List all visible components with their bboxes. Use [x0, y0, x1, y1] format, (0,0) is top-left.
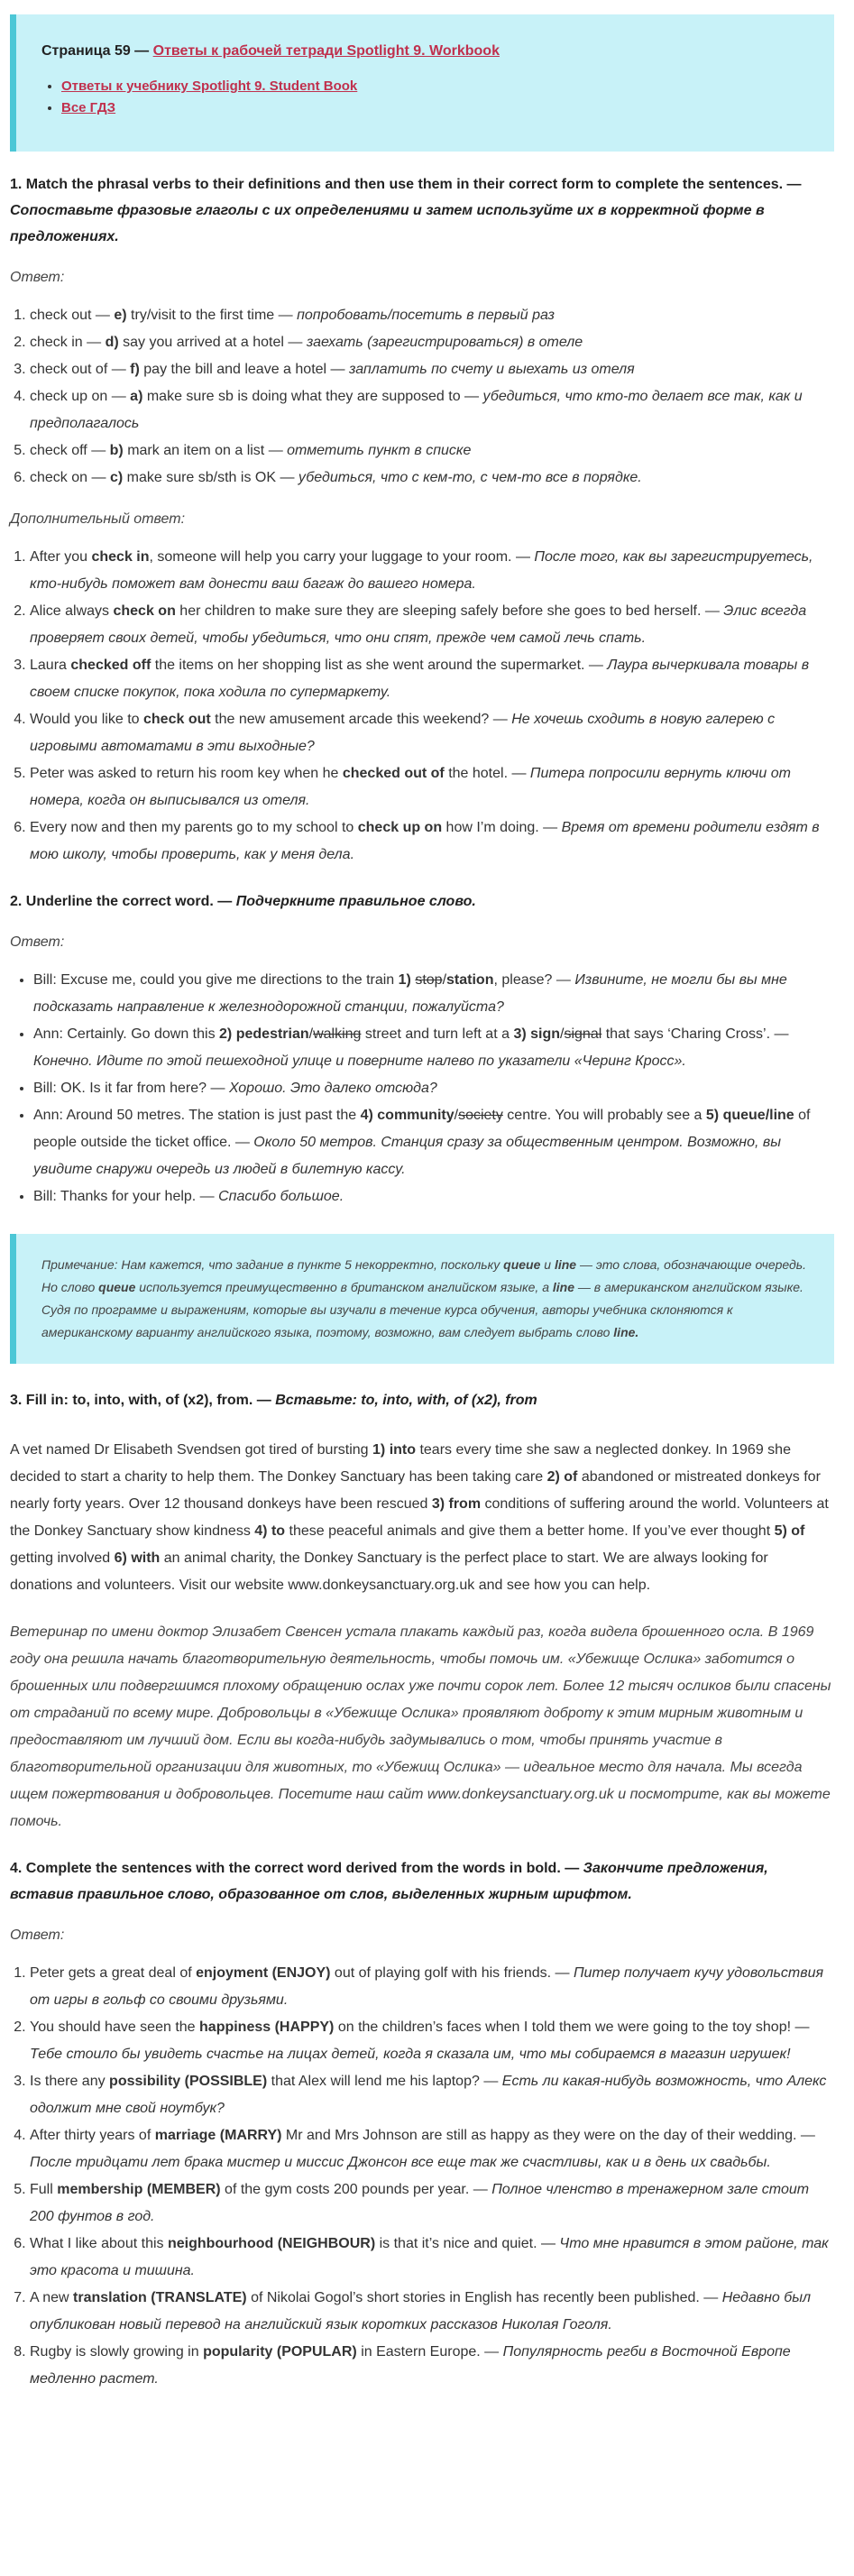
task3-title-ru: Вставьте: to, into, with, of (x2), from: [275, 1393, 537, 1408]
navigation-box: [10, 14, 834, 152]
text: Ann: Around 50 metres. The station is just past the: [33, 1108, 361, 1123]
task4-title: [10, 1855, 834, 1908]
text: on the children’s faces when I told them we were going to the toy shop! —: [334, 2019, 810, 2035]
wrong-option: stop: [415, 972, 443, 988]
wrong-option: society: [458, 1108, 503, 1123]
letter: e): [114, 308, 127, 323]
translation: попробовать/посетить в первый раз: [297, 308, 555, 323]
translation: Полное членство в тренажерном зале стоит 200 фунтов в год.: [30, 2182, 810, 2224]
text: — в американском английском языке. Судя по программе и выражениям, которые вы изучали в течение курса обучения, авторы учебника склоняются к американскому варианту английского языка, поэтому, возможно, вам следует выбрать слово: [41, 1280, 803, 1339]
definition: say you arrived at a hotel —: [118, 335, 307, 350]
text: и: [540, 1257, 555, 1272]
task4-title-ru: Закончите предложения, вставив правильное слово, образованное от слов, выделенных жирным шрифтом.: [10, 1861, 768, 1902]
translation: отметить пункт в списке: [287, 443, 472, 458]
translation: Не хочешь сходить в новую галерею с игровыми автоматами в эти выходные?: [30, 712, 776, 754]
term: queue: [98, 1280, 136, 1294]
gap-number: 3): [513, 1026, 527, 1042]
text: Rugby is slowly growing in: [30, 2344, 204, 2360]
text: Bill: OK. Is it far from here? —: [33, 1081, 229, 1096]
gap-number: 5): [705, 1108, 720, 1123]
translation: Лаура вычеркивала товары в своем списке покупок, пока ходила по супермаркету.: [30, 658, 810, 700]
answer-word: marriage (MARRY): [154, 2128, 282, 2143]
text: What I like about this: [30, 2236, 168, 2251]
text: After you: [30, 549, 92, 565]
list-item: [30, 760, 834, 814]
answer-word: checked off: [70, 658, 152, 673]
text: these peaceful animals and give them a better home. If you’ve ever thought: [285, 1523, 775, 1539]
task2-title-ru: Подчеркните правильное слово.: [235, 894, 476, 909]
verb: check out of —: [30, 362, 131, 377]
definition: make sure sb/sth is OK —: [123, 470, 298, 485]
note-box: [10, 1234, 834, 1364]
text: Peter was asked to return his room key when he: [30, 766, 343, 781]
task1-answers: [10, 302, 834, 492]
gap-number: 2): [219, 1026, 233, 1042]
letter: f): [130, 362, 140, 377]
text: After thirty years of: [30, 2128, 155, 2143]
task3-text: [10, 1437, 834, 1599]
text: of people outside the ticket office. —: [33, 1108, 811, 1150]
text: of the gym costs 200 pounds per year. —: [220, 2182, 492, 2197]
answer-word: check up on: [357, 820, 443, 835]
dialogue: [10, 967, 834, 1210]
list-item: [30, 2285, 834, 2339]
term: queue: [503, 1257, 541, 1272]
list-item: [30, 302, 834, 329]
text: Would you like to: [30, 712, 143, 727]
list-item: [30, 598, 834, 652]
list-item: [30, 356, 834, 383]
list-item: [30, 2231, 834, 2285]
definition: try/visit to the first time —: [126, 308, 298, 323]
answer-word: 2) of: [546, 1469, 578, 1485]
text: Alice always: [30, 603, 114, 619]
translation: Извините, не могли бы вы мне подсказать направление к железнодорожной станции, пожалуйста?: [33, 972, 787, 1015]
letter: d): [105, 335, 119, 350]
task1-title-en: 1. Match the phrasal verbs to their definitions and then use them in their correct form to complete the sentences. —: [10, 177, 802, 192]
dialogue-line: • Ann: Around 50 metres. The station is just past the 4) community/society centre. You will probably see a 5) queue/line of people outside the ticket office. — Около 50 метров. Станция сразу за общественным центром. Возможно, вы увидите снаружи очередь из людей в билетную кассу.: [33, 1102, 834, 1183]
answer-word: enjoyment (ENJOY): [196, 1965, 331, 1981]
text: Примечание: Нам кажется, что задание в пункте 5 некорректно, поскольку: [41, 1257, 504, 1272]
text: Bill: Excuse me, could you give me directions to the train: [33, 972, 399, 988]
answer-word: 5) of: [774, 1523, 805, 1539]
text: the new amusement arcade this weekend? —: [210, 712, 512, 727]
letter: b): [109, 443, 124, 458]
translation: заплатить по счету и выехать из отеля: [348, 362, 635, 377]
text: You should have seen the: [30, 2019, 200, 2035]
answer-label: Ответ:: [10, 934, 65, 950]
text: A new: [30, 2290, 74, 2305]
translation: Популярность регби в Восточной Европе медленно растет.: [30, 2344, 791, 2387]
wrong-option: walking: [313, 1026, 362, 1042]
text: an animal charity, the Donkey Sanctuary is the perfect place to start. We are always looking for donations and volunteers. Visit our website www.donkeysanctuary.org.uk and see how you can help.: [10, 1550, 768, 1593]
task3-translation: Ветеринар по имени доктор Элизабет Свенсен устала плакать каждый раз, когда видела брошенного осла. В 1969 году она решила начать благотворительную деятельность, чтобы помочь им. «Убежище Ослика» заботится о брошенных или подвергшимся плохому обращению ослах уже почти сорок лет. Более 12 тысяч осликов были спасены от страданий по всему мире. Добровольцы в «Убежище Ослика» проявляют доброту к этим мирным животным и предоставляют им лучший дом. Если вы когда-нибудь задумывались о том, чтобы принять участие в благотворительной организации для животных, то «Убежищ Ослика» — идеальное место для начала. Мы всегда ищем пожертвования и добровольцев. Посетите наш сайт www.donkeysanctuary.org.uk и посмотрите, как вы можете помочь.: [10, 1624, 831, 1829]
text: centre. You will probably see a: [502, 1108, 706, 1123]
task1-sentences: [10, 544, 834, 869]
translation: После тридцати лет брака мистер и миссис Джонсон все еще так же счастливы, как и в день их свадьбы.: [30, 2155, 771, 2170]
answer-word: check in: [91, 549, 150, 565]
verb: check in —: [30, 335, 106, 350]
translation: Элис всегда проверяет своих детей, чтобы убедиться, что они спят, прежде чем самой лечь спать.: [30, 603, 807, 646]
text: conditions of suffering around the world. Volunteers at the Donkey Sanctuary show kindness: [10, 1496, 829, 1539]
list-item: [30, 2068, 834, 2122]
page-label: Страница 59 —: [41, 43, 153, 59]
list-item: [30, 2339, 834, 2393]
list-item: [30, 2014, 834, 2068]
definition: mark an item on a list —: [123, 443, 288, 458]
text: that Alex will lend me his laptop? —: [267, 2074, 502, 2089]
term: line: [552, 1280, 575, 1294]
answer-word: happiness (HAPPY): [199, 2019, 335, 2035]
translation: Питера попросили вернуть ключи от номера, когда он выписывался из отеля.: [30, 766, 791, 808]
text: abandoned or mistreated donkeys for nearly forty years. Over 12 thousand donkeys have been rescued: [10, 1469, 821, 1512]
gap-number: 1): [398, 972, 411, 988]
list-item: [30, 544, 834, 598]
translation: убедиться, что кто-то делает все так, как и предполагалось: [30, 389, 803, 431]
text: Peter gets a great deal of: [30, 1965, 197, 1981]
text: Every now and then my parents go to my school to: [30, 820, 358, 835]
correct-option: sign: [530, 1026, 561, 1042]
text: her children to make sure they are sleeping safely before she goes to bed herself. —: [175, 603, 724, 619]
answer-label: Ответ:: [10, 270, 65, 285]
translation: заехать (зарегистрироваться) в отеле: [306, 335, 583, 350]
letter: c): [109, 470, 124, 485]
answer-word: checked out of: [342, 766, 445, 781]
dialogue-line: [33, 1075, 834, 1102]
answer-word: 6) with: [114, 1550, 161, 1566]
gap-number: 4): [360, 1108, 373, 1123]
verb: check off —: [30, 443, 110, 458]
answer-label: Ответ:: [10, 1927, 65, 1943]
translation: Тебе стоило бы увидеть счастье на лицах детей, когда я сказала им, что мы собираемся в магазин игрушек!: [30, 2047, 791, 2062]
text: how I’m doing. —: [442, 820, 562, 835]
correct-option: pedestrian: [235, 1026, 309, 1042]
answer-word: check on: [113, 603, 176, 619]
wrong-option: signal: [564, 1026, 602, 1042]
text: getting involved: [10, 1550, 115, 1566]
text: that says ‘Charing Cross’. —: [601, 1026, 789, 1042]
task1-title: [10, 171, 834, 250]
answer-word: 1) into: [372, 1442, 417, 1458]
text: Mr and Mrs Johnson are still as happy as they were on the day of their wedding. —: [281, 2128, 815, 2143]
list-item: [61, 76, 816, 97]
answer-word: membership (MEMBER): [57, 2182, 221, 2197]
task2-title-en: 2. Underline the correct word. —: [10, 894, 236, 909]
text: , please? —: [493, 972, 575, 988]
verb: check up on —: [30, 389, 131, 404]
answer-word: popularity (POPULAR): [203, 2344, 357, 2360]
text: — это слова, обозначающие очередь. Но слово: [41, 1257, 807, 1294]
dialogue-line: • Ann: Certainly. Go down this 2) pedestrian/walking street and turn left at a 3) sign/signal that says ‘Charing Cross’. — Конечно. Идите по этой пешеходной улице и поверните налево по указатели «Черинг Кросс».: [33, 1021, 834, 1075]
text: of Nikolai Gogol’s short stories in English has recently been published. —: [246, 2290, 722, 2305]
text: A vet named Dr Elisabeth Svendsen got tired of bursting: [10, 1442, 373, 1458]
list-item: [30, 465, 834, 492]
text: the hotel. —: [444, 766, 530, 781]
text: the items on her shopping list as she went around the supermarket. —: [151, 658, 608, 673]
list-item: [30, 437, 834, 465]
translation: Время от времени родители ездят в мою школу, чтобы проверить, как у меня дела.: [30, 820, 820, 862]
translation: Конечно. Идите по этой пешеходной улице и поверните налево по указатели «Черинг Кросс».: [33, 1053, 686, 1069]
dialogue-line: • Bill: Excuse me, could you give me directions to the train 1) stop/station, please? — Извините, не могли бы вы мне подсказать направление к железнодорожной станции, пожалуйста?: [33, 967, 834, 1021]
definition: make sure sb is doing what they are supposed to —: [142, 389, 483, 404]
list-item: [30, 329, 834, 356]
text: Full: [30, 2182, 58, 2197]
text: street and turn left at a: [361, 1026, 514, 1042]
translation: Около 50 метров. Станция сразу за общественным центром. Возможно, вы увидите снаружи очередь из людей в билетную кассу.: [33, 1135, 781, 1177]
term: line.: [613, 1325, 639, 1339]
translation: Питер получает кучу удовольствия от игры в гольф со своими друзьями.: [30, 1965, 824, 2008]
answer-word: check out: [143, 712, 211, 727]
text: Laura: [30, 658, 71, 673]
text: , someone will help you carry your luggage to your room. —: [149, 549, 535, 565]
translation: Хорошо. Это далеко отсюда?: [228, 1081, 437, 1096]
correct-option: queue/line: [722, 1108, 794, 1123]
task3-title: [10, 1387, 834, 1413]
task4-title-en: 4. Complete the sentences with the correct word derived from the words in bold. —: [10, 1861, 583, 1876]
task3-title-en: 3. Fill in: to, into, with, of (x2), from. —: [10, 1393, 276, 1408]
workbook-link[interactable]: Ответы к рабочей тетради Spotlight 9. Workbook: [152, 43, 500, 59]
student-book-link[interactable]: Ответы к учебнику Spotlight 9. Student Book: [61, 78, 358, 94]
list-item: [30, 1960, 834, 2014]
text: используется преимущественно в британском английском языке, а: [135, 1280, 553, 1294]
list-item: [30, 652, 834, 706]
list-item: [30, 383, 834, 437]
page-header: [41, 43, 816, 60]
text: out of playing golf with his friends. —: [330, 1965, 574, 1981]
list-item: [30, 2176, 834, 2231]
related-links: [41, 76, 816, 119]
list-item: [30, 814, 834, 869]
translation: Спасибо большое.: [218, 1189, 344, 1204]
list-item: [61, 97, 816, 119]
translation: Недавно был опубликован новый перевод на английский язык коротких рассказов Николая Гоголя.: [30, 2290, 812, 2332]
translation: убедиться, что с кем-то, с чем-то все в порядке.: [298, 470, 642, 485]
translation: Что мне нравится в этом районе, так это красота и тишина.: [30, 2236, 829, 2278]
list-item: [30, 2122, 834, 2176]
term: line: [554, 1257, 577, 1272]
answer-word: neighbourhood (NEIGHBOUR): [167, 2236, 376, 2251]
verb: check out —: [30, 308, 115, 323]
answer-word: possibility (POSSIBLE): [109, 2074, 268, 2089]
extra-answer-label: Дополнительный ответ:: [10, 511, 186, 527]
text: tears every time she saw a neglected donkey. In 1969 she decided to start a charity to help them. The Donkey Sanctuary has been taking care: [10, 1442, 791, 1485]
letter: a): [130, 389, 143, 404]
translation: После того, как вы зарегистрируетесь, кто-нибудь поможет вам донести ваш багаж до вашего номера.: [30, 549, 813, 592]
dialogue-line: [33, 1183, 834, 1210]
task1-title-ru: Сопоставьте фразовые глаголы с их определениями и затем используйте их в корректной форме в предложениях.: [10, 203, 765, 244]
definition: pay the bill and leave a hotel —: [139, 362, 349, 377]
list-item: [30, 706, 834, 760]
correct-option: station: [446, 972, 494, 988]
all-gdz-link[interactable]: Все ГДЗ: [61, 100, 116, 115]
translation: Есть ли какая-нибудь возможность, что Алекс одолжит мне свой ноутбук?: [30, 2074, 827, 2116]
task4-answers: [10, 1960, 834, 2393]
verb: check on —: [30, 470, 110, 485]
text: Ann: Certainly. Go down this: [33, 1026, 220, 1042]
answer-word: 3) from: [431, 1496, 482, 1512]
answer-word: 4) to: [254, 1523, 286, 1539]
task2-title: [10, 888, 834, 915]
text: Bill: Thanks for your help. —: [33, 1189, 219, 1204]
correct-option: community: [377, 1108, 455, 1123]
answer-word: translation (TRANSLATE): [73, 2290, 247, 2305]
text: in Eastern Europe. —: [356, 2344, 503, 2360]
text: Is there any: [30, 2074, 110, 2089]
text: is that it’s nice and quiet. —: [375, 2236, 560, 2251]
